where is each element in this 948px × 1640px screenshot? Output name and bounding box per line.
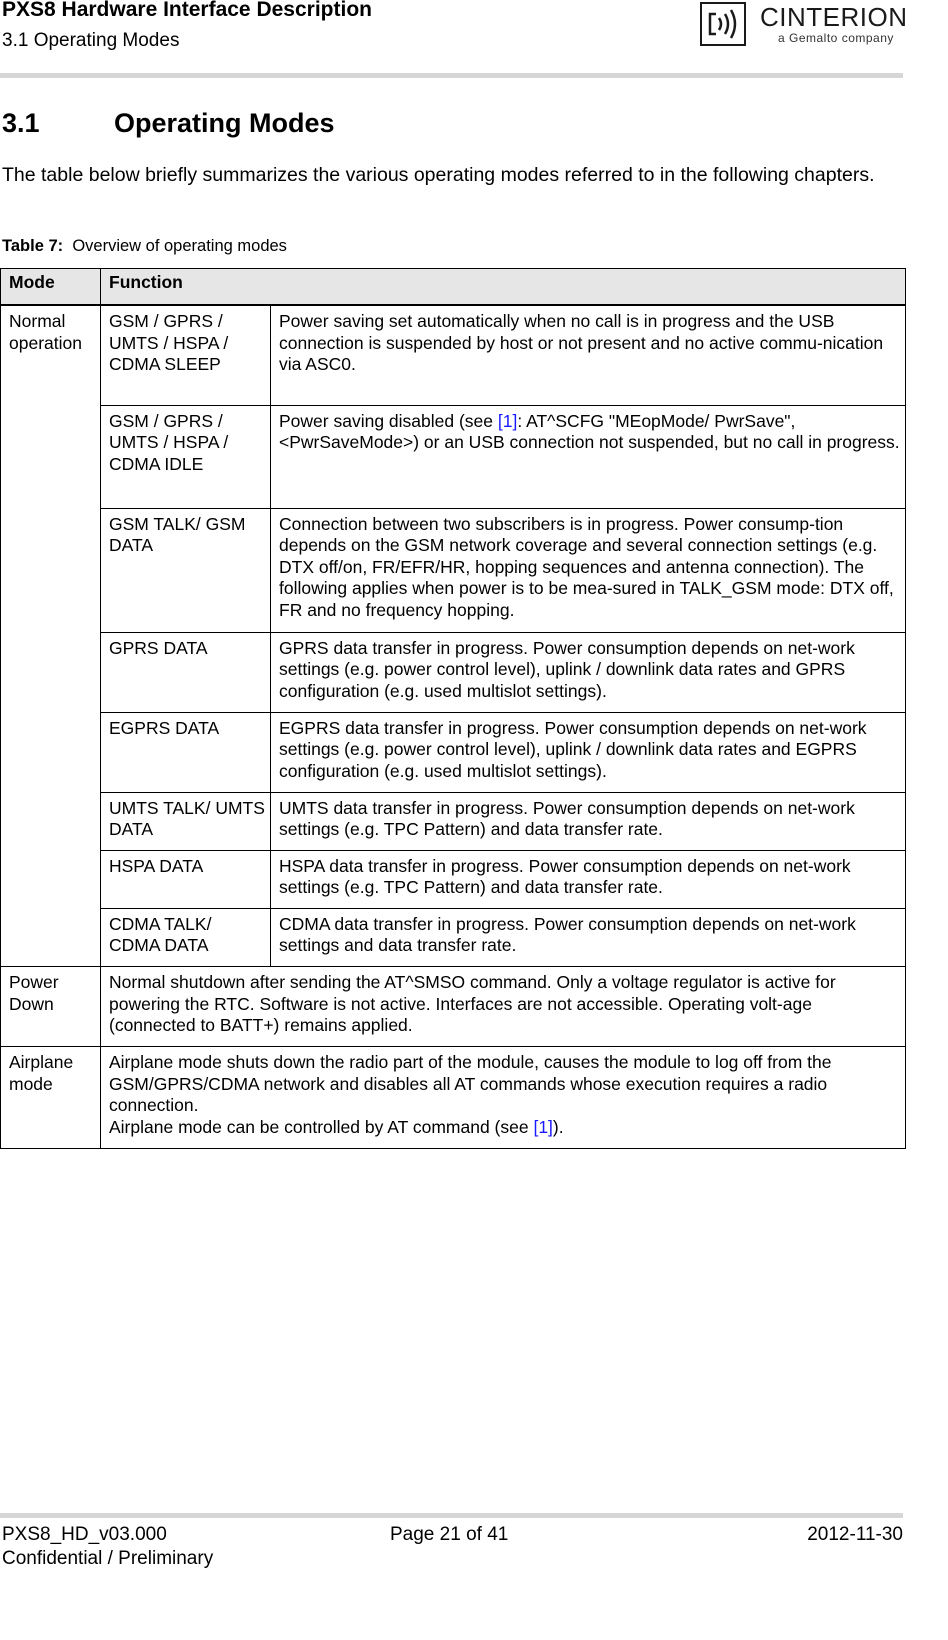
table-row bbox=[1, 632, 906, 712]
table-row bbox=[1, 305, 906, 405]
header-divider bbox=[0, 73, 903, 78]
submode-cell: GSM TALK/ GSM DATA bbox=[101, 508, 271, 632]
submode-cell: GSM / GPRS / UMTS / HSPA / CDMA IDLE bbox=[101, 405, 271, 508]
description-cell: Normal shutdown after sending the AT^SMSO command. Only a voltage regulator is active for powering the RTC. Software is not active. Interfaces are not accessible. Operating volt-age (connected to BATT+) remains applied. bbox=[101, 967, 906, 1047]
description-cell: GPRS data transfer in progress. Power consumption depends on net-work settings (e.g. power control level), uplink / downlink data rates and GPRS configuration (e.g. used multislot settings). bbox=[271, 632, 906, 712]
reference-link[interactable]: [1] bbox=[533, 1116, 553, 1137]
table-caption-label: Table 7: bbox=[2, 237, 64, 255]
footer-page-number: Page 21 of 41 bbox=[390, 1524, 509, 1545]
table-row bbox=[1, 712, 906, 792]
footer-divider bbox=[0, 1513, 903, 1518]
footer-doc-id: PXS8_HD_v03.000 bbox=[2, 1524, 167, 1545]
description-cell: UMTS data transfer in progress. Power consumption depends on net-work settings (e.g. TPC Pattern) and data transfer rate. bbox=[271, 792, 906, 850]
description-text: Airplane mode shuts down the radio part of the module, causes the module to log off from the GSM/GPRS/CDMA network and disables all AT commands whose execution requires a radio connection. bbox=[109, 1052, 832, 1116]
description-cell: Connection between two subscribers is in progress. Power consump-tion depends on the GSM network coverage and several connection settings (e.g. DTX off/on, FR/EFR/HR, hopping sequences and antenna connection). The following applies when power is to be mea-sured in TALK_GSM mode: DTX off, FR and no frequency hopping. bbox=[271, 508, 906, 632]
submode-cell: CDMA TALK/ CDMA DATA bbox=[101, 908, 271, 966]
description-text: ). bbox=[552, 1116, 564, 1137]
description-text: Power saving disabled (see bbox=[279, 410, 498, 431]
description-cell bbox=[101, 1047, 906, 1149]
logo-signal-icon bbox=[700, 2, 746, 46]
column-header-mode: Mode bbox=[1, 269, 101, 306]
table-row bbox=[1, 508, 906, 632]
table-row bbox=[1, 967, 906, 1047]
table-row bbox=[1, 405, 906, 508]
table-row bbox=[1, 850, 906, 908]
table-row bbox=[1, 792, 906, 850]
table-caption-text: Overview of operating modes bbox=[72, 237, 287, 255]
logo-tagline: a Gemalto company bbox=[778, 31, 894, 45]
description-text: : AT^SCFG "MEopMode/ PwrSave",<PwrSaveMode>) or an USB connection not suspended, but no call in progress. bbox=[279, 410, 900, 453]
table-caption bbox=[2, 237, 287, 256]
submode-cell: HSPA DATA bbox=[101, 850, 271, 908]
footer-classification: Confidential / Preliminary bbox=[2, 1548, 214, 1569]
document-title: PXS8 Hardware Interface Description bbox=[2, 0, 372, 21]
mode-cell-airplane: Airplane mode bbox=[1, 1047, 101, 1149]
description-cell: EGPRS data transfer in progress. Power consumption depends on net-work settings (e.g. power control level), uplink / downlink data rates and EGPRS configuration (e.g. used multislot settings). bbox=[271, 712, 906, 792]
cinterion-logo bbox=[700, 0, 908, 52]
table-header-row bbox=[1, 269, 906, 306]
submode-cell: EGPRS DATA bbox=[101, 712, 271, 792]
submode-cell: UMTS TALK/ UMTS DATA bbox=[101, 792, 271, 850]
mode-cell-power-down: Power Down bbox=[1, 967, 101, 1047]
description-text: Airplane mode can be controlled by AT command (see bbox=[109, 1116, 534, 1137]
document-subtitle: 3.1 Operating Modes bbox=[2, 30, 180, 51]
section-number: 3.1 bbox=[2, 108, 40, 138]
operating-modes-table bbox=[0, 268, 906, 1149]
footer-date: 2012-11-30 bbox=[807, 1524, 903, 1545]
mode-cell-normal-operation: Normal operation bbox=[1, 305, 101, 967]
description-cell: Power saving set automatically when no call is in progress and the USB connection is suspended by host or not present and no active commu-nication via ASC0. bbox=[271, 305, 906, 405]
section-intro: The table below briefly summarizes the various operating modes referred to in the following chapters. bbox=[2, 164, 875, 186]
section-title: Operating Modes bbox=[114, 108, 335, 138]
submode-cell: GSM / GPRS / UMTS / HSPA / CDMA SLEEP bbox=[101, 305, 271, 405]
description-cell bbox=[271, 405, 906, 508]
description-cell: CDMA data transfer in progress. Power consumption depends on net-work settings and data transfer rate. bbox=[271, 908, 906, 966]
reference-link[interactable]: [1] bbox=[497, 410, 518, 431]
logo-wordmark: CINTERION bbox=[760, 2, 908, 32]
column-header-function: Function bbox=[101, 269, 906, 306]
submode-cell: GPRS DATA bbox=[101, 632, 271, 712]
table-row bbox=[1, 1047, 906, 1149]
table-row bbox=[1, 908, 906, 966]
description-cell: HSPA data transfer in progress. Power consumption depends on net-work settings (e.g. TPC Pattern) and data transfer rate. bbox=[271, 850, 906, 908]
